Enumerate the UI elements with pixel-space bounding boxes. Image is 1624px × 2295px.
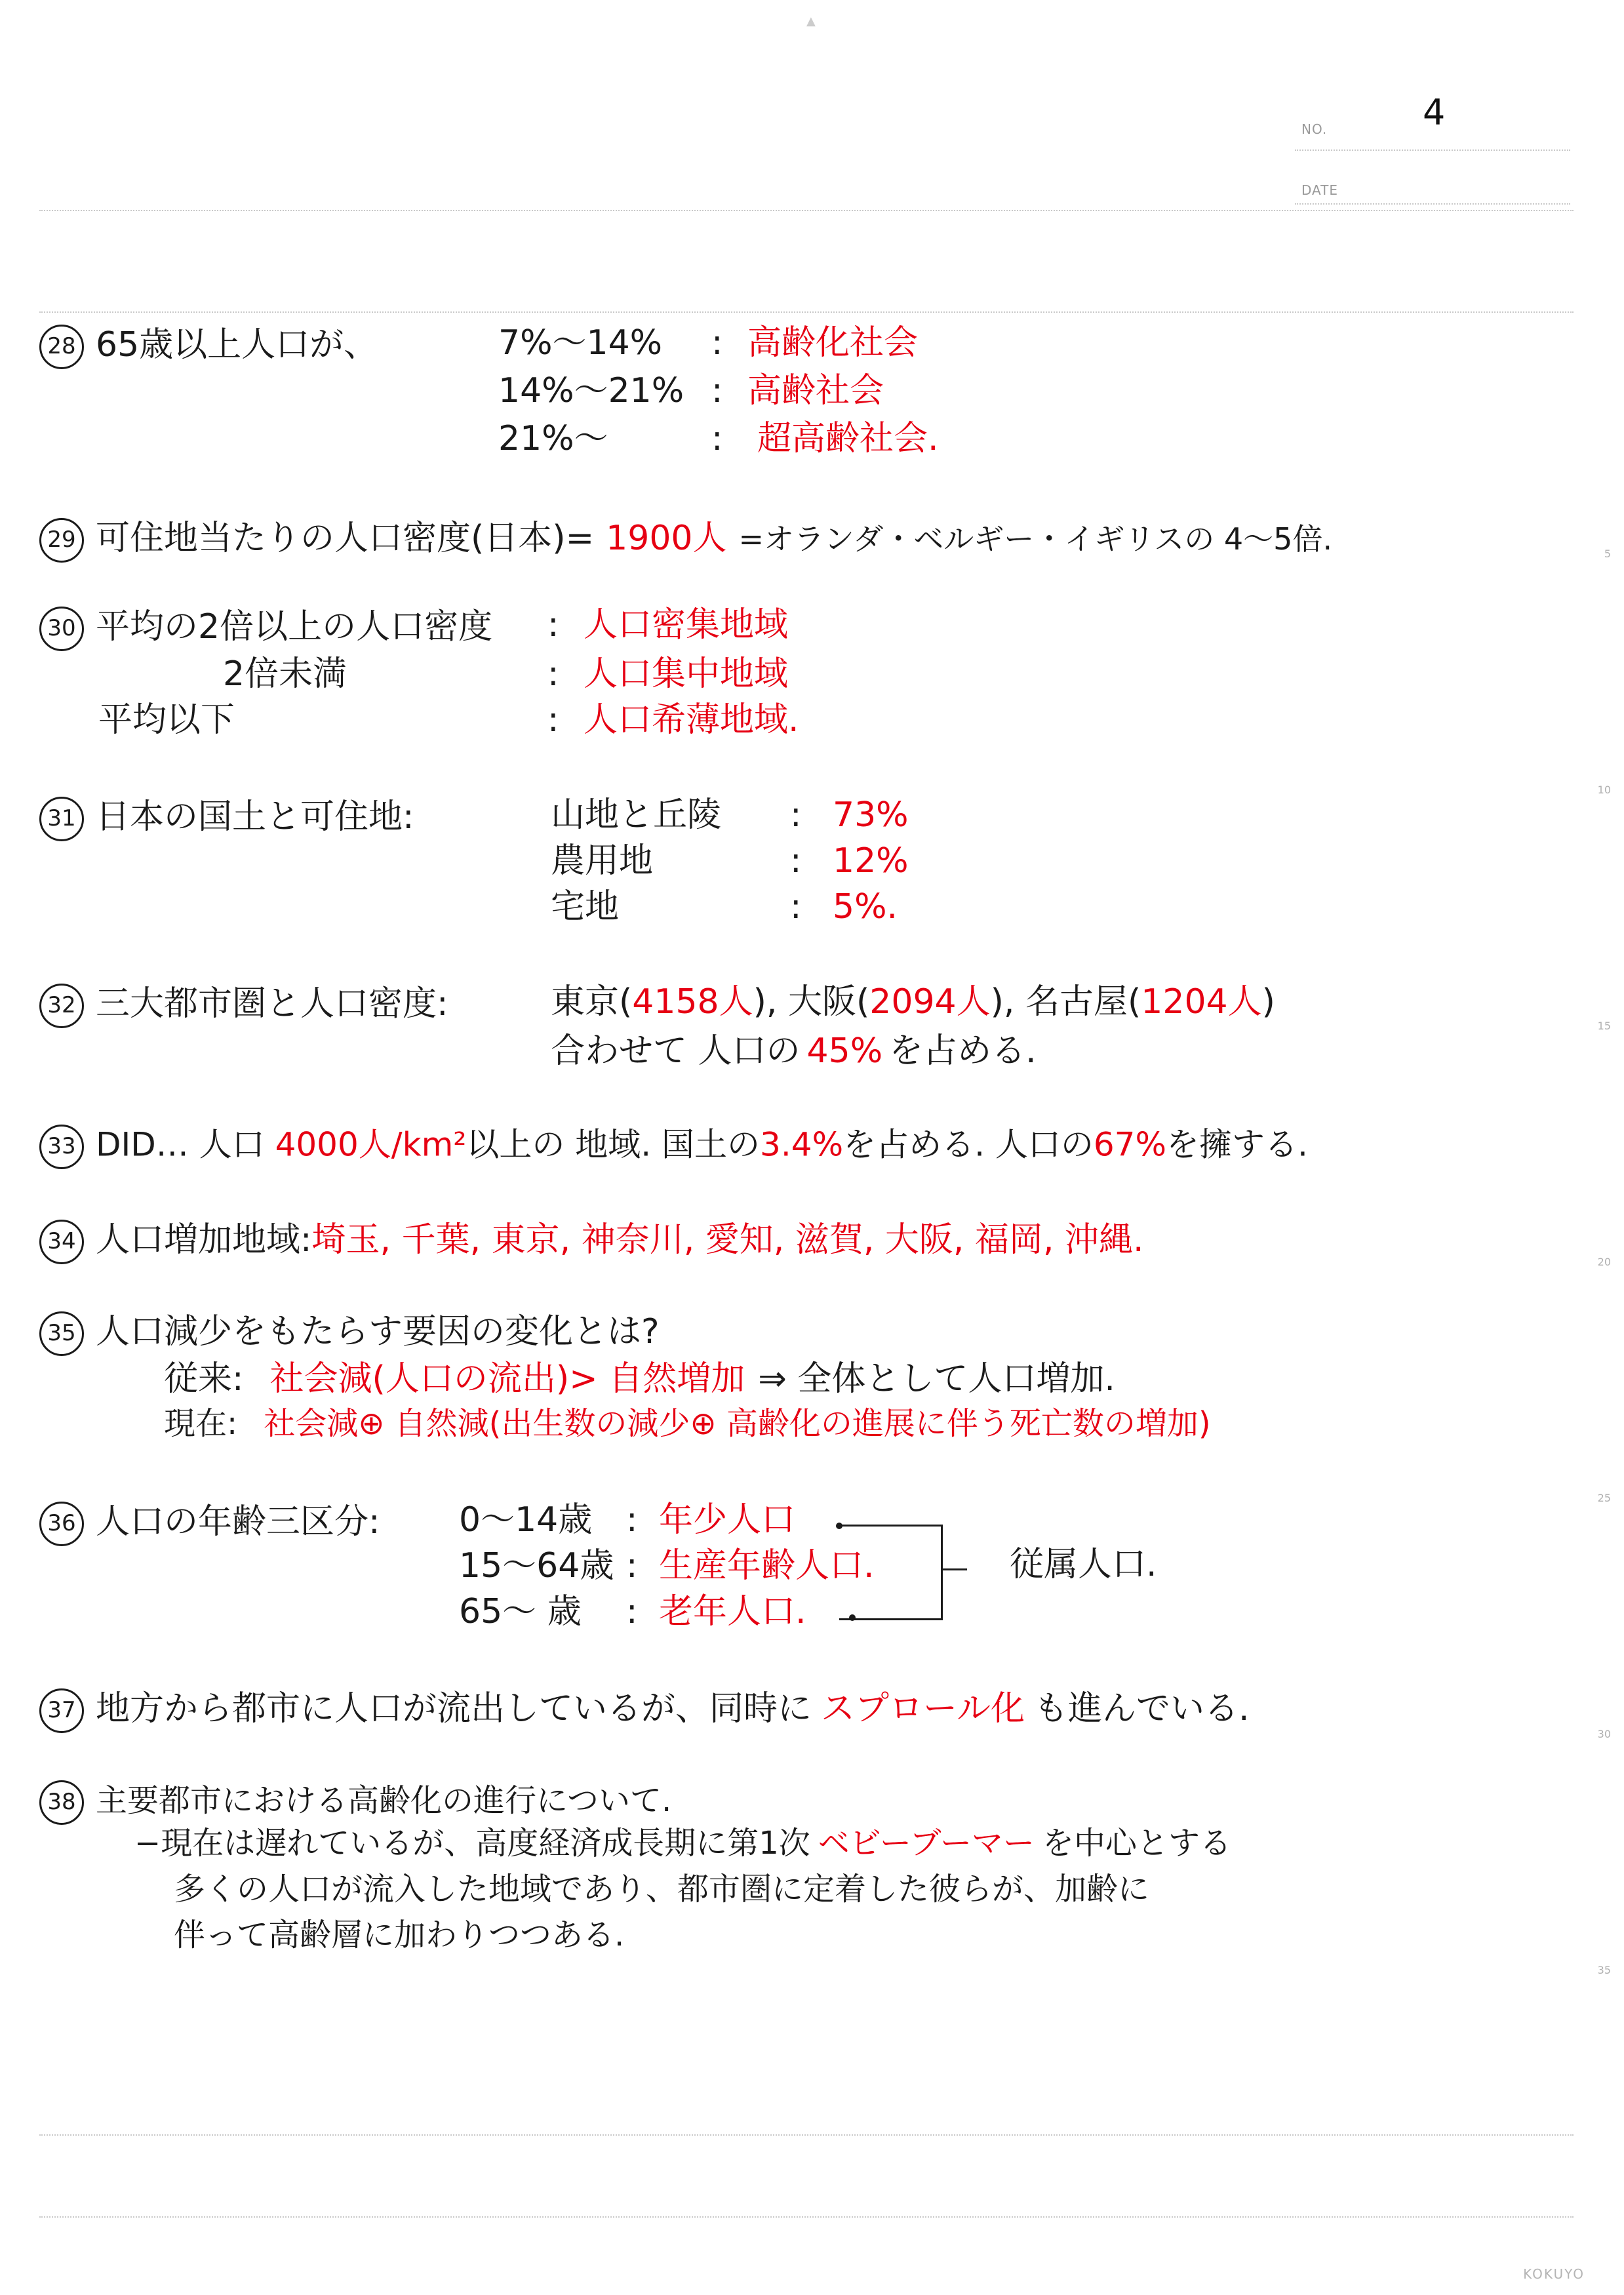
item-31-value: 5%. xyxy=(833,887,898,927)
date-underline xyxy=(1295,203,1570,205)
item-31-sep: : xyxy=(790,887,802,927)
item-number: 36 xyxy=(39,1502,84,1546)
item-36-term: 年少人口 xyxy=(659,1500,796,1540)
margin-tick: 10 xyxy=(1597,784,1611,796)
item-36-term: 老年人口. xyxy=(659,1592,806,1631)
item-28-row: 21%〜 xyxy=(498,419,608,458)
dependent-population: 従属人口. xyxy=(1010,1545,1157,1584)
item-34: 34 人口増加地域:埼玉, 千葉, 東京, 神奈川, 愛知, 滋賀, 大阪, 福岡, 沖縄. xyxy=(39,1220,1144,1264)
item-number: 29 xyxy=(39,518,84,563)
item-30-term: 人口集中地域 xyxy=(584,654,789,694)
item-number: 32 xyxy=(39,984,84,1028)
ruled-line xyxy=(39,210,1574,211)
margin-tick: 35 xyxy=(1597,1964,1611,1976)
item-35-past: 従来: 社会減(人口の流出)> 自然増加 ⇒ 全体として人口増加. xyxy=(164,1359,1115,1399)
margin-tick: 30 xyxy=(1597,1728,1611,1740)
item-35-now: 現在: 社会減⊕ 自然減(出生数の減少⊕ 高齢化の進展に伴う死亡数の増加) xyxy=(164,1405,1211,1442)
item-37: 37 地方から都市に人口が流出しているが、同時に スプロール化 も進んでいる. xyxy=(39,1688,1250,1733)
item-number: 38 xyxy=(39,1780,84,1825)
item-36-heading: 36 人口の年齢三区分: xyxy=(39,1502,380,1546)
item-32-heading: 32 三大都市圏と人口密度: xyxy=(39,984,448,1028)
item-31-heading: 31 日本の国土と可住地: xyxy=(39,797,414,841)
ruled-line xyxy=(39,2216,1574,2218)
no-underline xyxy=(1295,150,1570,151)
item-28-row: 14%〜21% xyxy=(498,371,684,410)
item-31-sep: : xyxy=(790,841,802,881)
item-30-sep: : xyxy=(547,700,559,740)
item-31-label: 山地と丘陵 xyxy=(551,795,722,835)
item-30-cond: 2倍未満 xyxy=(223,654,347,694)
margin-tick: 20 xyxy=(1597,1256,1611,1268)
item-36-sep: : xyxy=(626,1500,638,1540)
item-number: 37 xyxy=(39,1688,84,1733)
date-label: DATE xyxy=(1301,182,1339,198)
item-32-cities: 東京(4158人), 大阪(2094人), 名古屋(1204人) xyxy=(551,982,1275,1022)
item-36-sep: : xyxy=(626,1592,638,1631)
bracket-connector xyxy=(941,1568,967,1570)
item-38-line2: 多くの人口が流入した地域であり、都市圏に定着した彼らが、加齢に xyxy=(174,1871,1150,1907)
item-28-term: 高齢化社会 xyxy=(747,323,919,363)
item-number: 33 xyxy=(39,1125,84,1169)
item-28-sep: : xyxy=(711,419,723,458)
item-36-sep: : xyxy=(626,1546,638,1586)
item-number: 35 xyxy=(39,1311,84,1356)
page-number: 4 xyxy=(1423,92,1446,133)
item-30-cond: 平均以下 xyxy=(98,700,235,740)
margin-tick: 15 xyxy=(1597,1020,1611,1032)
item-30-sep: : xyxy=(547,654,559,694)
item-38-heading: 38 主要都市における高齢化の進行について. xyxy=(39,1780,671,1825)
item-30-sep: : xyxy=(547,605,559,645)
ruled-line xyxy=(39,311,1574,313)
item-38-line1: −現在は遅れているが、高度経済成長期に第1次 ベビーブーマー を中心とする xyxy=(134,1825,1232,1862)
no-label: NO. xyxy=(1301,121,1328,137)
item-31-label: 宅地 xyxy=(551,887,620,927)
margin-tick: 25 xyxy=(1597,1492,1611,1504)
item-28-heading: 28 65歳以上人口が、 xyxy=(39,325,378,369)
item-28-sep: : xyxy=(711,371,723,410)
item-36-age: 0〜14歳 xyxy=(459,1500,593,1540)
item-38-line3: 伴って高齢層に加わりつつある. xyxy=(174,1917,625,1953)
item-32-share: 合わせて 人口の 45% を占める. xyxy=(551,1031,1037,1071)
item-30-term: 人口密集地域 xyxy=(584,605,789,645)
item-28-term: 超高齢社会. xyxy=(757,419,939,458)
item-36-age: 15〜64歳 xyxy=(459,1546,614,1586)
item-28-sep: : xyxy=(711,323,723,363)
item-28-term: 高齢社会 xyxy=(747,371,884,410)
margin-tick: 5 xyxy=(1604,548,1611,560)
item-31-sep: : xyxy=(790,795,802,835)
item-33: 33 DID… 人口 4000人/km²以上の 地域. 国土の3.4%を占める. 人口の67%を擁する. xyxy=(39,1125,1308,1169)
item-number: 31 xyxy=(39,797,84,841)
item-36-term: 生産年齢人口. xyxy=(659,1546,875,1586)
item-number: 28 xyxy=(39,325,84,369)
item-31-label: 農用地 xyxy=(551,841,654,881)
item-29: 29 可住地当たりの人口密度(日本)= 1900人 =オランダ・ベルギー・イギリスの 4〜5倍. xyxy=(39,518,1332,563)
item-28-row: 7%〜14% xyxy=(498,323,663,363)
dependent-bracket xyxy=(839,1525,943,1620)
item-31-value: 73% xyxy=(833,795,909,835)
item-36-age: 65〜 歳 xyxy=(459,1592,582,1631)
item-30-term: 人口希薄地域. xyxy=(584,700,799,740)
item-31-value: 12% xyxy=(833,841,909,881)
brand-logo: KOKUYO xyxy=(1523,2266,1585,2282)
item-35-heading: 35 人口減少をもたらす要因の変化とは? xyxy=(39,1311,660,1356)
top-mark: ▲ xyxy=(806,14,816,28)
ruled-line xyxy=(39,2134,1574,2136)
item-number: 34 xyxy=(39,1220,84,1264)
item-number: 30 xyxy=(39,607,84,651)
item-30-heading: 30 平均の2倍以上の人口密度 xyxy=(39,607,492,651)
